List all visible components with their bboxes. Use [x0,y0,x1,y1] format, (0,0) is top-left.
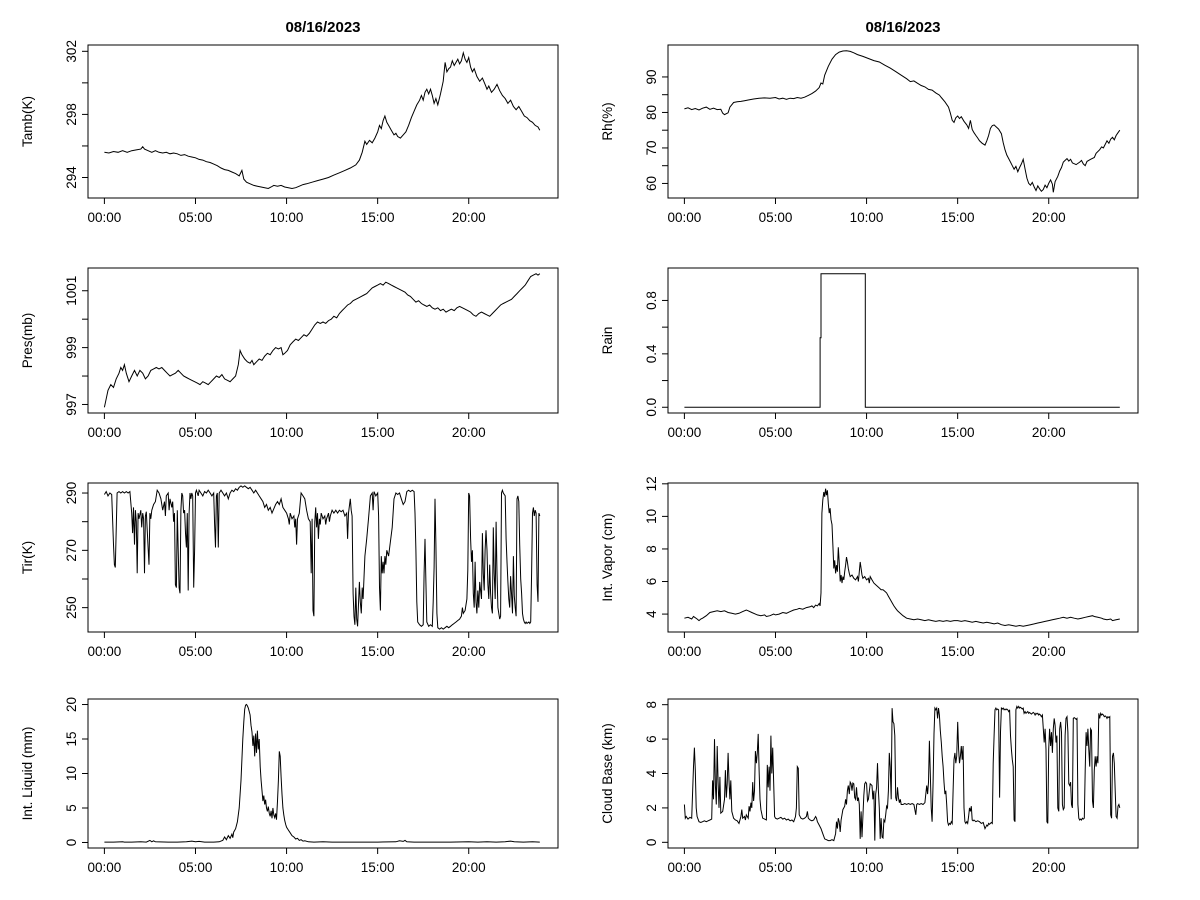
series-line-rain [684,274,1119,408]
y-tick-label: 60 [644,175,659,191]
y-tick-label: 90 [644,69,659,85]
panel-rain [600,225,1200,450]
y-tick-label: 2 [644,804,659,812]
y-axis-title: Tamb(K) [20,95,35,148]
x-tick-label: 20:00 [1031,210,1066,225]
y-tick-label: 6 [644,735,659,743]
panel-title: 08/16/2023 [285,19,361,36]
x-tick-label: 05:00 [178,425,213,440]
plot-box [88,45,558,198]
x-tick-label: 20:00 [451,860,486,875]
y-tick-label: 80 [644,104,659,120]
x-tick-label: 00:00 [667,210,702,225]
series-line-pres [104,274,539,408]
y-tick-label: 10 [644,508,659,524]
panel-pres [0,225,600,450]
y-tick-label: 70 [644,140,659,156]
x-tick-label: 00:00 [667,860,702,875]
x-tick-label: 20:00 [451,425,486,440]
plot-box [668,45,1138,198]
x-tick-label: 05:00 [758,425,793,440]
plot-box [668,268,1138,413]
y-axis-title: Int. Liquid (mm) [20,726,35,821]
x-tick-label: 20:00 [451,644,486,659]
y-tick-label: 270 [64,539,79,562]
panel-title: 08/16/2023 [865,19,941,36]
series-line-tir [104,486,539,629]
x-tick-label: 15:00 [360,425,395,440]
panel-int-vapor [600,450,1200,675]
y-tick-label: 0 [64,838,79,847]
x-tick-label: 10:00 [269,644,304,659]
x-tick-label: 05:00 [758,210,793,225]
y-tick-label: 997 [64,393,79,416]
y-tick-label: 5 [64,804,79,812]
y-tick-label: 0.0 [644,397,659,417]
y-tick-label: 8 [644,545,659,553]
x-tick-label: 00:00 [87,860,122,875]
plot-box [88,699,558,848]
x-tick-label: 10:00 [269,210,304,225]
y-tick-label: 0 [644,838,659,847]
x-tick-label: 00:00 [87,210,122,225]
y-axis-title: Int. Vapor (cm) [600,513,615,602]
x-tick-label: 15:00 [940,425,975,440]
y-tick-label: 0.4 [644,344,659,364]
series-line-vapor [684,489,1119,627]
y-axis-title: Pres(mb) [20,312,35,369]
x-tick-label: 20:00 [451,210,486,225]
y-tick-label: 8 [644,700,659,709]
y-tick-label: 294 [64,166,79,189]
y-tick-label: 290 [64,481,79,505]
x-tick-label: 00:00 [667,644,702,659]
x-tick-label: 00:00 [87,425,122,440]
y-tick-label: 6 [644,577,659,586]
y-tick-label: 302 [64,40,79,63]
series-line-cloudbase [684,706,1119,840]
y-tick-label: 20 [64,697,79,713]
y-axis-title: Rain [600,326,615,355]
x-tick-label: 10:00 [269,425,304,440]
x-tick-label: 05:00 [758,644,793,659]
x-tick-label: 10:00 [849,644,884,659]
x-tick-label: 05:00 [758,860,793,875]
x-tick-label: 15:00 [360,644,395,659]
y-tick-label: 298 [64,103,79,126]
x-tick-label: 20:00 [1031,644,1066,659]
x-tick-label: 15:00 [940,210,975,225]
y-axis-title: Tir(K) [20,540,35,575]
panel-int-liquid [0,675,600,900]
series-line-tamb [104,53,539,189]
series-line-rh [684,51,1119,193]
x-tick-label: 10:00 [849,860,884,875]
x-tick-label: 10:00 [849,425,884,440]
y-axis-title: Cloud Base (km) [600,723,615,824]
x-tick-label: 15:00 [360,860,395,875]
panel-rh [600,0,1200,225]
x-tick-label: 10:00 [269,860,304,875]
plot-box [668,483,1138,632]
y-tick-label: 4 [644,610,659,618]
x-tick-label: 10:00 [849,210,884,225]
y-tick-label: 0.8 [644,291,659,310]
y-tick-label: 10 [64,765,79,782]
x-tick-label: 00:00 [87,644,122,659]
y-axis-title: Rh(%) [600,102,615,141]
x-tick-label: 15:00 [360,210,395,225]
panel-tir [0,450,600,675]
y-tick-label: 250 [64,596,79,619]
y-tick-label: 999 [64,336,79,359]
panel-tamb [0,0,600,225]
x-tick-label: 05:00 [178,644,213,659]
y-tick-label: 12 [644,476,659,492]
y-tick-label: 1001 [64,275,79,306]
x-tick-label: 15:00 [940,860,975,875]
y-tick-label: 15 [64,731,79,747]
x-tick-label: 05:00 [178,860,213,875]
x-tick-label: 15:00 [940,644,975,659]
x-tick-label: 00:00 [667,425,702,440]
x-tick-label: 20:00 [1031,860,1066,875]
panel-cloud-base [600,675,1200,900]
x-tick-label: 20:00 [1031,425,1066,440]
series-line-liquid [104,705,539,843]
x-tick-label: 05:00 [178,210,213,225]
plot-box [88,268,558,413]
y-tick-label: 4 [644,769,659,778]
